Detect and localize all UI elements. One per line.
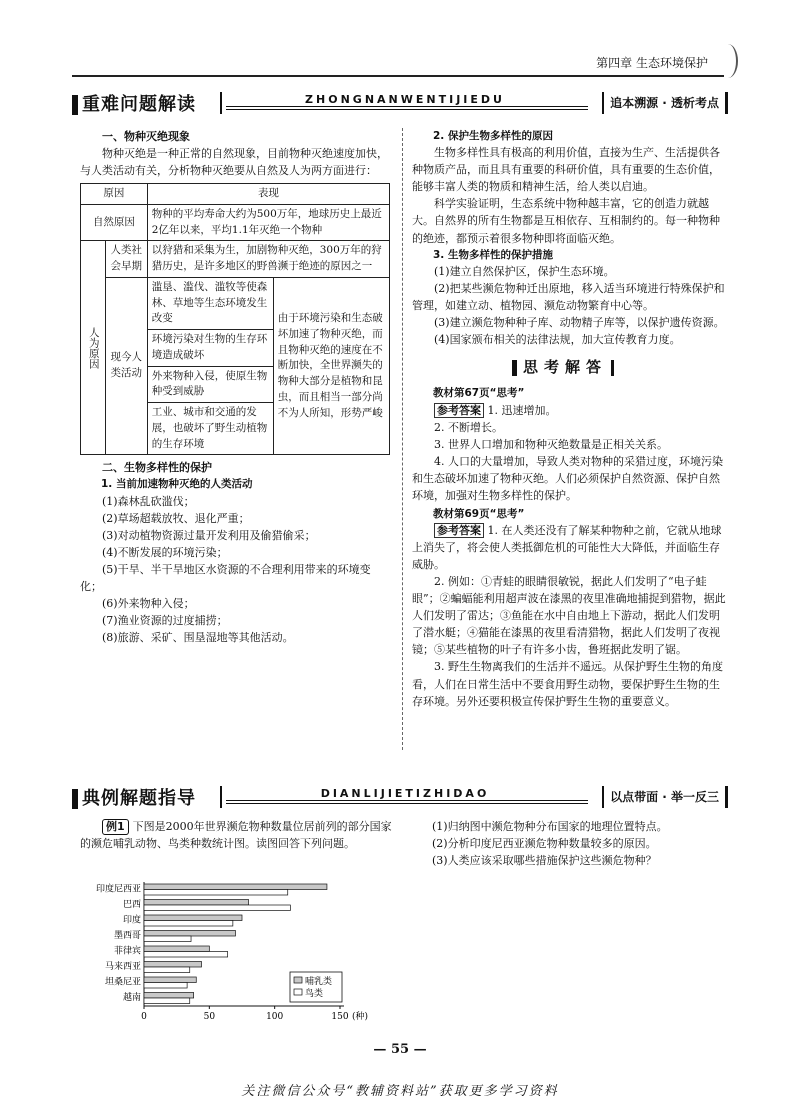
x-tick-label: 50 — [203, 1012, 216, 1022]
textbook-ref: 教材第67页“思考” — [433, 387, 525, 400]
table-cell: 由于环境污染和生态破坏加速了物种灭绝，而且物种灭绝的速度在不断加快，全世界濒失的物种大部分是植物和昆虫，而且相当一部分尚不为人所知，形势严峻 — [273, 277, 389, 455]
intro-paragraph: 物种灭绝是一种正常的自然现象，目前物种灭绝速度加快，与人类活动有关，分析物种灭绝要从自然及人为两方面进行： — [80, 147, 388, 178]
endangered-species-chart — [80, 878, 390, 1028]
x-tick-label: 100 — [266, 1012, 284, 1022]
section-double-rule — [226, 800, 588, 804]
table-cell: 人为原因 — [81, 241, 106, 455]
table-cell: 自然原因 — [81, 204, 148, 241]
section-title — [72, 91, 196, 119]
heading-extinction: 一、物种灭绝现象 — [102, 130, 190, 143]
list-item: (2)草场超载放牧、退化严重； — [102, 511, 250, 525]
bar-bird — [144, 967, 190, 973]
banner-bar-icon — [72, 789, 78, 809]
subquestion: (1)归纳图中濒危物种分布国家的地理位置特点。 — [432, 820, 668, 833]
category-label: 越南 — [122, 993, 141, 1003]
list-item: (3)对动植物资源过量开发利用及偷猎偷采； — [102, 528, 316, 542]
section-pinyin-strip — [220, 92, 588, 114]
table-cell: 人类社会早期 — [105, 241, 147, 278]
section-banner-examples — [72, 784, 728, 810]
category-label: 马来西亚 — [104, 962, 141, 972]
section-banner-key-issues — [72, 90, 728, 116]
table-cell: 滥垦、滥伐、滥牧等使森林、草地等生态环境发生改变 — [147, 277, 273, 329]
list-item: (6)外来物种入侵； — [102, 596, 195, 610]
heading-activities: 1. 当前加速物种灭绝的人类活动 — [101, 478, 253, 491]
example-body: 下图是2000年世界濒危物种数量位居前列的部分国家的濒危哺乳动物、鸟类种数统计图。读图回答下列问题。 — [80, 820, 392, 851]
category-label: 印度 — [122, 915, 141, 926]
table-row — [81, 204, 390, 241]
page-header — [0, 44, 800, 78]
answer-line: 4. 人口的大量增加，导致人类对物种的采猎过度，环境污染和生态破坏加速了物种灭绝。人们必须保护自然资源、保护自然环境，加强对生物多样性的保护。 — [412, 454, 723, 502]
section-pinyin: ZHONGNANWENTIJIEDU — [305, 93, 505, 106]
column-divider — [402, 128, 403, 750]
header-rule — [72, 75, 724, 77]
legend-swatch — [294, 989, 302, 995]
header-decoration — [718, 44, 738, 78]
heading-protection: 二、生物多样性的保护 — [102, 461, 212, 475]
category-label: 巴西 — [122, 900, 141, 910]
bar-mammal — [144, 993, 194, 999]
answer-line — [412, 522, 728, 573]
think-answer-banner — [512, 356, 728, 379]
bar-bird — [144, 952, 228, 958]
example-tag: 例1 — [102, 819, 129, 835]
answer-line — [412, 402, 728, 419]
section-pinyin-strip — [220, 786, 588, 808]
answer-line: 3. 世界人口增加和物种灭绝数量是正相关关系。 — [434, 437, 668, 451]
list-item: (4)不断发展的环境污染； — [102, 545, 228, 559]
list-item: (1)建立自然保护区，保护生态环境。 — [434, 264, 615, 278]
table-row — [81, 241, 390, 278]
table-header-row — [81, 184, 390, 205]
answer-line: 2. 不断增长。 — [434, 420, 503, 434]
table-cell: 工业、城市和交通的发展，也破坏了野生动植物的生存环境 — [147, 403, 273, 455]
table-cell: 环境污染对生物的生存环境造成破坏 — [147, 330, 273, 367]
legend-label: 鸟类 — [305, 989, 324, 999]
banner-end-icon — [611, 360, 614, 376]
example-text — [80, 818, 392, 852]
footer-note: 关注微信公众号“教辅资料站”获取更多学习资料 — [241, 1084, 559, 1099]
x-tick-label: 0 — [141, 1012, 147, 1022]
page-number: — 55 — — [373, 1042, 427, 1057]
extinction-causes-table — [80, 183, 390, 455]
legend-swatch — [294, 977, 302, 983]
bar-bird — [144, 921, 233, 927]
banner-bar-icon — [72, 95, 78, 115]
bar-mammal — [144, 884, 327, 890]
bar-mammal — [144, 962, 201, 968]
list-item: (8)旅游、采矿、围垦湿地等其他活动。 — [102, 631, 294, 645]
bar-mammal — [144, 977, 196, 983]
category-label: 坦桑尼亚 — [104, 977, 141, 988]
table-cell: 现今人类活动 — [105, 277, 147, 455]
table-header-cell: 原因 — [81, 184, 148, 205]
category-label: 墨西哥 — [113, 931, 141, 941]
x-tick-label: 150 — [331, 1012, 349, 1022]
list-item: (1)森林乱砍滥伐； — [102, 494, 195, 508]
bar-bird — [144, 890, 288, 896]
list-item: (3)建立濒危物种种子库、动物精子库等，以保护遗传资源。 — [434, 315, 725, 329]
bar-mammal — [144, 931, 235, 937]
paragraph: 生物多样性具有极高的利用价值，直接为生产、生活提供各种物质产品，而且具有重要的科研价值，具有重要的生态价值，能够丰富人类的物质和精神生活，给人类以启迪。 — [412, 146, 720, 194]
bar-mammal — [144, 915, 242, 921]
left-column — [80, 128, 392, 646]
bar-chart — [80, 878, 390, 1028]
section-title-text: 重难问题解读 — [82, 94, 196, 115]
list-item: (2)把某些濒危物种迁出原地，移入适当环境进行特殊保护和管理，如建立动、植物园、濒危动物繁育中心等。 — [412, 281, 725, 312]
legend-label: 哺乳类 — [305, 977, 333, 987]
section-pinyin: DIANLIJIETIZHIDAO — [320, 787, 490, 800]
answer-text: 1. 迅速增加。 — [487, 403, 557, 417]
bar-mammal — [144, 946, 209, 952]
list-item: (5)干旱、半干旱地区水资源的不合理利用带来的环境变化； — [80, 562, 371, 593]
table-cell: 以狩猎和采集为生，加剧物种灭绝，300万年的狩猎历史，是许多地区的野兽濒于绝迹的原因之一 — [147, 241, 389, 278]
section-tagline: 追本溯源 · 透析考点 — [602, 92, 728, 114]
list-item: (7)渔业资源的过度捕捞； — [102, 614, 228, 628]
table-header-cell: 表现 — [147, 184, 389, 205]
right-column — [412, 128, 728, 710]
category-label: 菲律宾 — [113, 946, 141, 957]
section-double-rule — [226, 106, 588, 110]
answer-line: 2. 例如：①青蛙的眼睛很敏锐，据此人们发明了“电子蛙眼”；②蝙蝠能利用超声波在漆黑的夜里准确地捕捉到猎物，据此人们发明了雷达；③鱼能在水中自由地上下游动，据此人们发明了潜水艇；④猫能在漆黑的夜里看清猎物，据此人们发明了夜视镜；⑤某些植物的叶子有许多小齿，鲁班据此发明了锯。 — [412, 575, 726, 657]
example-question — [80, 818, 392, 852]
bar-bird — [144, 998, 190, 1004]
think-answer-title: 思考解答 — [523, 358, 608, 377]
answer-text: 1. 在人类还没有了解某种物种之前，它就从地球上消失了，将会使人类抵御危机的可能性大大降低，并面临生存威胁。 — [412, 524, 722, 572]
heading-reasons: 2. 保护生物多样性的原因 — [433, 130, 553, 142]
paragraph: 科学实验证明，生态系统中物种越丰富，它的创造力就越大。自然界的所有生物都是互相依存、互相制约的。每一种物种的绝迹，都预示着很多物种即将面临灭绝。 — [412, 197, 720, 245]
bar-bird — [144, 936, 191, 942]
banner-bar-icon — [512, 360, 517, 376]
table-cell: 物种的平均寿命大约为500万年，地球历史上最近2亿年以来，平均1.1年灭绝一个物种 — [147, 204, 389, 241]
table-row — [81, 277, 390, 329]
answer-label: 参考答案 — [434, 523, 484, 538]
bar-bird — [144, 983, 187, 989]
heading-measures: 3. 生物多样性的保护措施 — [433, 248, 553, 261]
table-cell: 外来物种入侵，使原生物种受到威胁 — [147, 366, 273, 403]
category-label: 印度尼西亚 — [95, 884, 141, 895]
bar-bird — [144, 905, 290, 911]
section-tagline: 以点带面 · 举一反三 — [602, 786, 728, 808]
section-title-text: 典例解题指导 — [82, 788, 196, 809]
textbook-ref: 教材第69页“思考” — [433, 507, 525, 520]
subquestion: (3)人类应该采取哪些措施保护这些濒危物种？ — [432, 854, 657, 868]
chapter-title: 第四章 生态环境保护 — [596, 56, 708, 70]
bar-mammal — [144, 900, 249, 906]
section-title — [72, 785, 196, 813]
subquestion: (2)分析印度尼西亚濒危物种数量较多的原因。 — [432, 837, 657, 851]
answer-line: 3. 野生生物离我们的生活并不遥远。从保护野生生物的角度看，人们在日常生活中不要食用野生动物，要保护野生生物的生存环境。另外还要积极宣传保护野生生物的重要意义。 — [412, 660, 723, 708]
list-item: (4)国家颁布相关的法律法规，加大宣传教育力度。 — [434, 333, 681, 346]
x-unit-label: (种) — [352, 1012, 369, 1022]
example-subquestions — [432, 818, 728, 869]
answer-label: 参考答案 — [434, 403, 484, 418]
